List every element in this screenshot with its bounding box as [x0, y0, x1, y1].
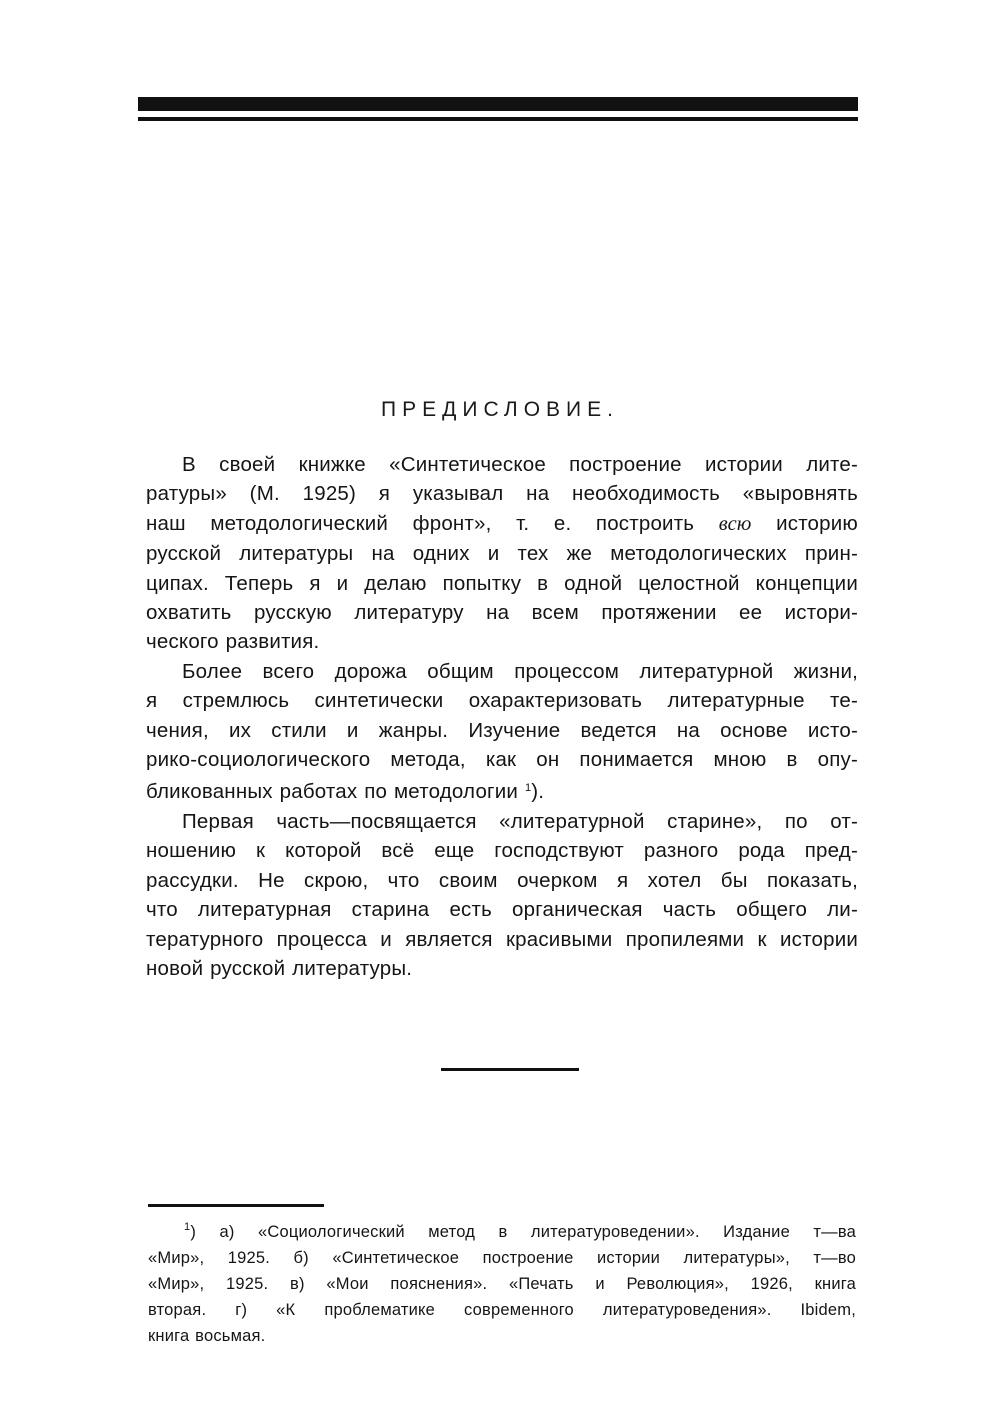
footnote-line: книга восьмая. — [148, 1327, 266, 1345]
paragraph-1 — [146, 450, 858, 657]
paragraph-2 — [146, 657, 858, 807]
text-line: ратуры» (М. 1925) я указывал на необходимость «выровнять — [146, 482, 858, 506]
header-rule-thin — [138, 117, 858, 121]
text-line: рико-социологического метода, как он понимается мною в опу- — [146, 748, 858, 772]
text-line: рассудки. Не скрою, что своим очерком я хотел бы показать, — [146, 868, 858, 892]
footnote-line: «Мир», 1925. б) «Синтетическое построение истории литературы», т—во — [148, 1249, 856, 1267]
text-line — [146, 774, 858, 806]
text-line: охватить русскую литературу на всем протяжении ее истори- — [146, 601, 858, 625]
text-line: тературного процесса и является красивыми пропилеями к истории — [146, 927, 858, 951]
emphasis-word: всю — [718, 512, 752, 535]
footnote-rule — [148, 1204, 324, 1207]
text-line: русской литературы на одних и тех же методологических прин- — [146, 542, 858, 566]
main-text — [146, 450, 858, 983]
footnote-line: вторая. г) «К проблематике современного литературоведения». Ibidem, — [148, 1301, 856, 1319]
page-title: ПРЕДИСЛОВИЕ. — [381, 398, 619, 421]
header-rule-thick — [138, 97, 858, 111]
text-fragment: наш методологический фронт», т. е. построить — [146, 511, 695, 535]
text-line: Первая часть—посвящается «литературной старине», по от- — [182, 809, 858, 833]
footnote-line: «Мир», 1925. в) «Мои пояснения». «Печать и Революция», 1926, книга — [148, 1275, 856, 1293]
text-line: ческого развития. — [146, 630, 320, 654]
text-line: ципах. Теперь я и делаю попытку в одной целостной концепции — [146, 571, 858, 595]
text-fragment: ). — [531, 780, 545, 804]
text-line: что литературная старина есть органическая часть общего ли- — [146, 898, 858, 922]
text-fragment: историю — [776, 511, 858, 535]
text-fragment: ) а) «Социологический метод в литературоведении». Издание т—ва — [190, 1223, 856, 1241]
text-fragment: бликованных работах по методологии — [146, 780, 519, 804]
section-divider — [441, 1068, 579, 1071]
text-line: новой русской литературы. — [146, 956, 413, 980]
text-line: ношению к которой всё еще господствуют разного рода пред- — [146, 839, 858, 863]
footnote — [148, 1214, 856, 1349]
paragraph-3 — [146, 807, 858, 983]
footnote-marker: 1 — [184, 1221, 191, 1233]
text-line — [146, 509, 858, 539]
text-line: Более всего дорожа общим процессом литературной жизни, — [182, 659, 858, 683]
text-line: я стремлюсь синтетически охарактеризовать литературные те- — [146, 689, 858, 713]
footnote-reference: 1 — [524, 782, 532, 795]
text-line: В своей книжке «Синтетическое построение истории лите- — [182, 453, 858, 476]
text-line: чения, их стили и жанры. Изучение ведется на основе исто- — [146, 718, 858, 742]
footnote-line — [148, 1214, 856, 1245]
